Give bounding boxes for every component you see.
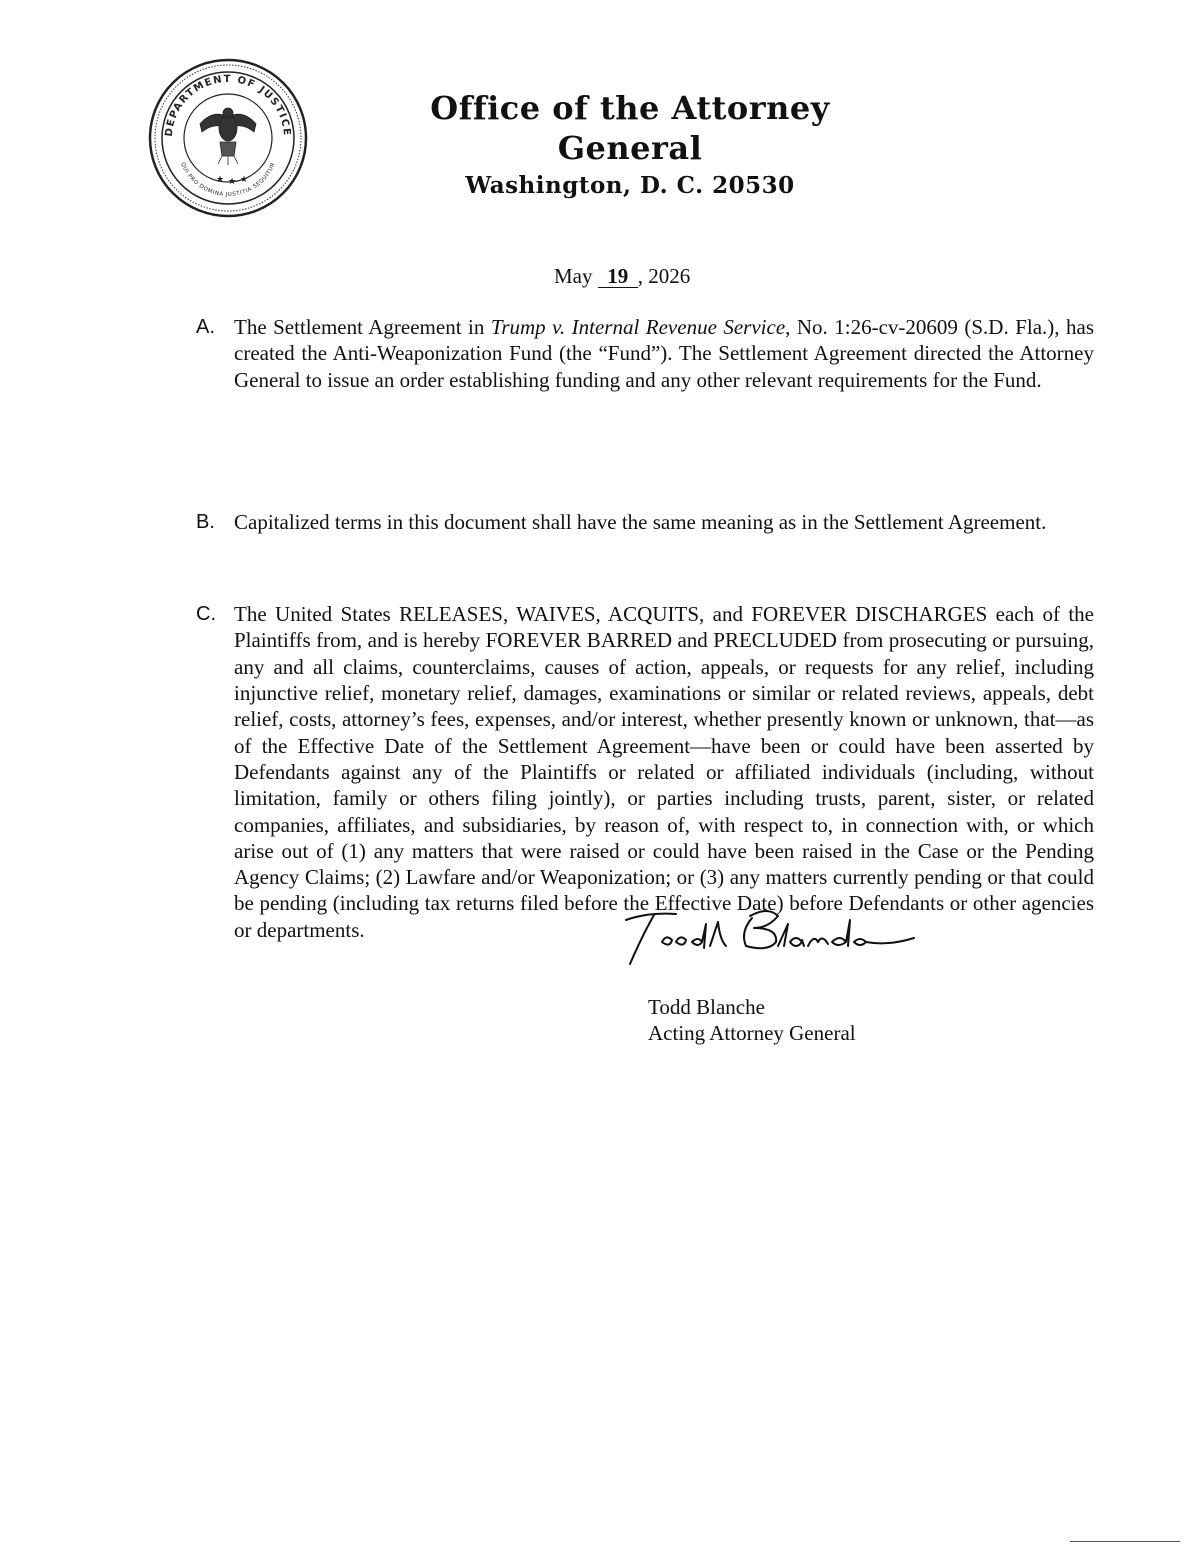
- date-year: , 2026: [637, 264, 691, 288]
- signature-block: [648, 994, 856, 1046]
- handwritten-signature: [618, 902, 918, 972]
- doj-seal-icon: [148, 58, 308, 218]
- signatory-name: Todd Blanche: [648, 995, 765, 1019]
- case-name: Trump v. Internal Revenue Service: [490, 315, 786, 339]
- seal-top-text: DEPARTMENT OF JUSTICE: [163, 73, 293, 138]
- seal-bottom-text: QUI PRO DOMINA JUSTITIA SEQUITUR: [179, 161, 277, 199]
- paragraph-c-text: The United States RELEASES, WAIVES, ACQUITS, and FOREVER DISCHARGES each of the Plaintiffs from, and is hereby FOREVER BARRED and PRECLUDED from prosecuting or pursuing, any and all claims, counterclaims, causes of action, appeals, or requests for any relief, including injunctive relief, monetary relief, damages, examinations or similar or related reviews, appeals, debt relief, costs, attorney’s fees, expenses, and/or interest, whether presently known or unknown, that—as of the Effective Date of the Settlement Agreement—have been or could have been asserted by Defendants against any of the Plaintiffs or related or affiliated individuals (including, without limitation, family or others filing jointly), or parties including trusts, parent, sister, or related companies, affiliates, and subsidiaries, by reason of, with respect to, in connection with, or which arise out of (1) any matters that were raised or could have been raised in the Case or the Pending Agency Claims; (2) Lawfare and/or Weaponization; or (3) any matters currently pending or that could be pending (including tax returns filed before the Effective Date) before Defendants or other agencies or departments.: [234, 602, 1094, 942]
- date-month: May: [554, 264, 593, 288]
- paragraph-a-text-end: , No. 1:26-cv-20609 (S.D. Fla.), has created the Anti-Weaponization Fund (the “Fund”). The Settlement Agreement directed the Attorney General to issue an order establishing funding and any other relevant requirements for the Fund.: [234, 315, 1094, 392]
- signatory-title: Acting Attorney General: [648, 1021, 856, 1045]
- svg-text:★: ★: [228, 177, 237, 187]
- office-title: Office of the Attorney General: [430, 89, 830, 167]
- paragraph-marker: B.: [196, 510, 215, 533]
- paragraph-marker: C.: [196, 603, 216, 626]
- svg-text:★: ★: [240, 175, 249, 185]
- paragraph-a-text-start: The Settlement Agreement in: [234, 315, 491, 339]
- paragraph-b: [196, 509, 1094, 535]
- letterhead: [360, 88, 900, 202]
- date-day: 19: [598, 265, 638, 288]
- paragraph-b-text: Capitalized terms in this document shall have the same meaning as in the Settlement Agreement.: [234, 509, 1047, 534]
- svg-text:★: ★: [216, 175, 225, 185]
- paragraph-marker: A.: [196, 316, 215, 338]
- paragraph-a: [196, 314, 1094, 393]
- paragraph-c: [196, 601, 1094, 943]
- letter-date: [554, 264, 690, 289]
- scan-artifact-line: [1070, 1541, 1180, 1542]
- office-address: Washington, D. C. 20530: [465, 172, 795, 199]
